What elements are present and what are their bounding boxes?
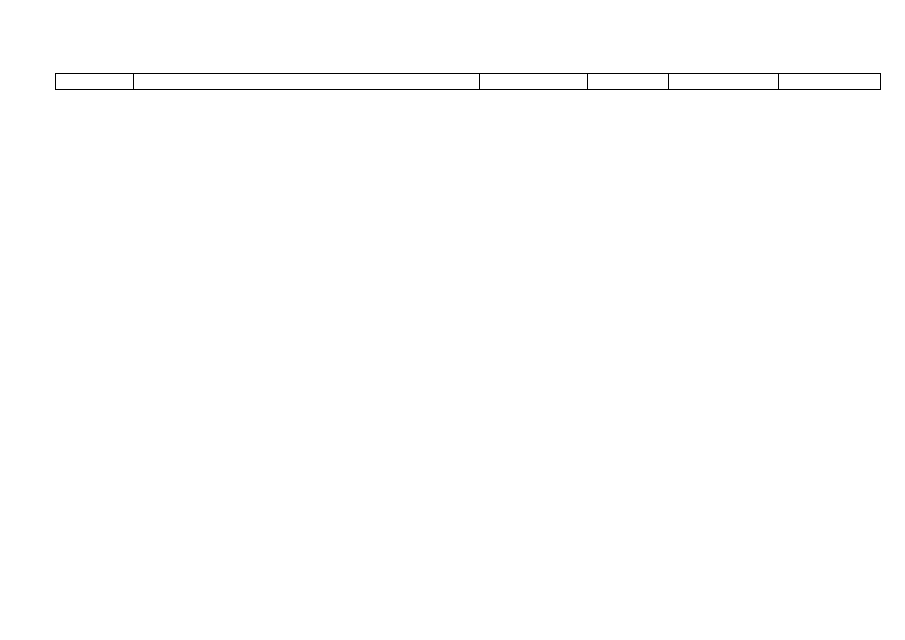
column-header-4 [588,74,669,90]
column-header-2 [134,74,480,90]
column-header-5 [669,74,779,90]
column-header-3 [480,74,588,90]
column-header-row [55,73,881,90]
column-header-1 [56,74,134,90]
column-header-6 [779,74,881,90]
